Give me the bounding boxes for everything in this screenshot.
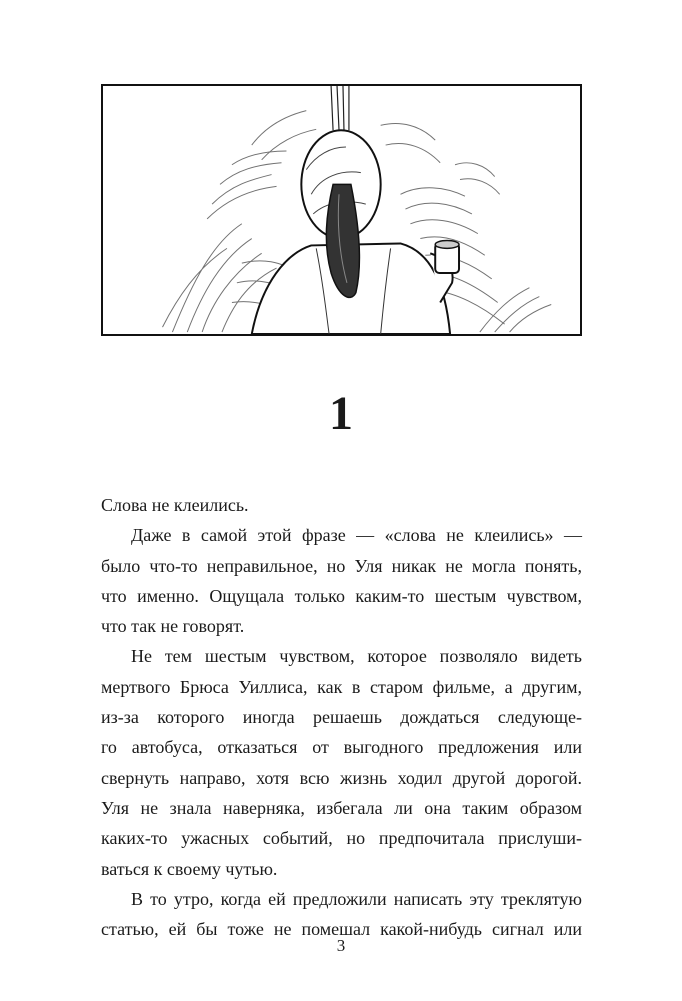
text-line: Уля не знала наверняка, избегала ли она таким образом <box>101 797 582 818</box>
page-number: 3 <box>336 936 346 955</box>
text-line: В то утро, когда ей предложили написать эту треклятую <box>131 888 582 909</box>
chapter-number: 1 <box>329 387 353 440</box>
text-line: ваться к своему чутью. <box>101 858 278 879</box>
text-line: статью, ей бы тоже не помешал какой-нибудь сигнал или <box>101 919 582 940</box>
chapter-illustration <box>101 84 582 336</box>
text-line: каких-то ужасных событий, но предпочитала прислуши- <box>101 828 582 849</box>
text-line: из-за которого иногда решаешь дождаться следующе- <box>101 707 582 728</box>
text-line: Слова не клеились. <box>101 495 249 515</box>
text-line: было что-то неправильное, но Уля никак не могла понять, <box>101 555 582 576</box>
text-line: что именно. Ощущала только каким-то шестым чувством, <box>101 585 582 606</box>
text-line: мертвого Брюса Уиллиса, как в старом фильме, а другим, <box>101 676 582 697</box>
chapter-text <box>101 490 582 944</box>
text-line: свернуть направо, хотя всю жизнь ходил другой дорогой. <box>101 767 582 788</box>
text-line: Даже в самой этой фразе — «слова не клеились» — <box>131 525 582 546</box>
woman-with-ponytail-holding-cup-illustration <box>103 86 580 334</box>
text-line: что так не говорят. <box>101 616 245 637</box>
text-line: Не тем шестым чувством, которое позволяло видеть <box>131 646 582 667</box>
text-line: го автобуса, отказаться от выгодного предложения или <box>101 737 582 758</box>
